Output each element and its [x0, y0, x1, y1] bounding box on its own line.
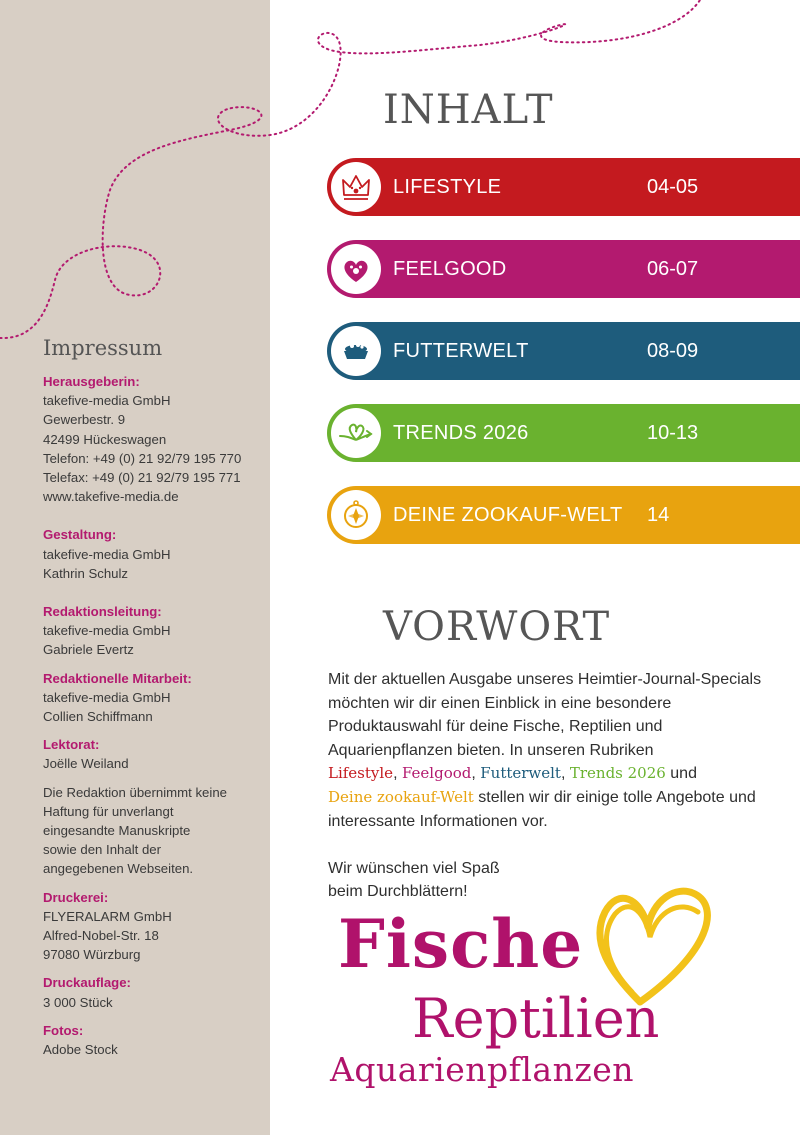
impressum-block — [43, 735, 265, 773]
impressum-heading-label: Druckauflage: — [43, 975, 131, 991]
impressum-block — [43, 602, 265, 660]
impressum-block — [43, 669, 265, 727]
impressum-line: Kathrin Schulz — [43, 565, 129, 581]
toc-pages: 10-13 — [647, 421, 699, 444]
impressum-line: Gewerbestr. 9 — [43, 412, 126, 428]
keyword-futterwelt: Futterwelt — [480, 764, 561, 783]
impressum-line: 97080 Würzburg — [43, 947, 141, 963]
toc-label: DEINE ZOOKAUF-WELT — [393, 503, 623, 526]
impressum-line: takefive-media GmbH — [43, 393, 171, 409]
impressum-line: Die Redaktion übernimmt keine — [43, 784, 227, 800]
impressum-line: takefive-media GmbH — [43, 623, 171, 639]
impressum-heading-label: Druckerei: — [43, 889, 109, 905]
vorwort-paragraph — [328, 668, 788, 833]
heart-arrow-icon — [331, 408, 381, 458]
toc-item-lifestyle[interactable] — [327, 158, 800, 216]
compass-icon — [331, 490, 381, 540]
toc-pages: 14 — [647, 503, 670, 526]
impressum-line: Alfred-Nobel-Str. 18 — [43, 928, 159, 944]
impressum-line: Gabriele Evertz — [43, 642, 134, 658]
toc-item-zookauf-welt[interactable] — [327, 486, 800, 544]
impressum-block — [43, 525, 265, 583]
wish-line: beim Durchblättern! — [328, 883, 468, 901]
logo-fische: Fische — [338, 905, 584, 983]
keyword-feelgood: Feelgood — [401, 764, 472, 783]
impressum-line: takefive-media GmbH — [43, 689, 171, 705]
toc-item-feelgood[interactable] — [327, 240, 800, 298]
inhalt-heading: INHALT — [383, 87, 554, 133]
impressum-heading-label: Redaktionelle Mitarbeit: — [43, 670, 192, 686]
toc-label: FEELGOOD — [393, 257, 507, 280]
impressum-line: Collien Schiffmann — [43, 709, 153, 725]
impressum-block — [43, 973, 265, 1011]
toc-item-futterwelt[interactable] — [327, 322, 800, 380]
food-bowl-icon — [331, 326, 381, 376]
logo-aquarienpflanzen: Aquarienpflanzen — [330, 1050, 634, 1089]
separator: , — [471, 765, 481, 783]
impressum-block — [43, 1021, 265, 1059]
separator: , — [393, 765, 402, 783]
toc-label: FUTTERWELT — [393, 339, 529, 362]
impressum-line: Joëlle Weiland — [43, 756, 129, 772]
vorwort-heading: VORWORT — [383, 604, 611, 650]
impressum-heading-label: Herausgeberin: — [43, 374, 140, 389]
impressum-block — [43, 372, 265, 506]
impressum-heading-label: Lektorat: — [43, 737, 100, 753]
toc-pages: 04-05 — [647, 175, 699, 198]
impressum-line: sowie den Inhalt der — [43, 842, 162, 858]
keyword-lifestyle: Lifestyle — [328, 764, 394, 783]
toc-pages: 06-07 — [647, 257, 699, 280]
impressum-line: FLYERALARM GmbH — [43, 908, 172, 924]
impressum-list — [43, 372, 265, 1068]
impressum-line: angegebenen Webseiten. — [43, 861, 194, 877]
impressum-line: 3 000 Stück — [43, 994, 113, 1010]
toc-label: LIFESTYLE — [393, 175, 502, 198]
impressum-heading-label: Gestaltung: — [43, 527, 117, 543]
toc-item-trends[interactable] — [327, 404, 800, 462]
impressum-line: Adobe Stock — [43, 1042, 118, 1058]
logo-reptilien: Reptilien — [412, 987, 660, 1050]
impressum-block — [43, 783, 265, 879]
impressum-line: eingesandte Manuskripte — [43, 823, 191, 839]
separator: , — [560, 765, 570, 783]
crown-paw-icon — [331, 162, 381, 212]
impressum-line: Telefax: +49 (0) 21 92/79 195 771 — [43, 470, 241, 486]
keyword-trends: Trends 2026 — [569, 764, 666, 783]
impressum-line: Telefon: +49 (0) 21 92/79 195 770 — [43, 450, 242, 466]
impressum-block — [43, 888, 265, 965]
heart-paw-icon — [331, 244, 381, 294]
vorwort-outro: stellen wir dir einige tolle Angebote und interessante Informationen vor. — [328, 788, 756, 830]
impressum-heading-label: Fotos: — [43, 1022, 84, 1038]
impressum-line: www.takefive-media.de — [43, 489, 179, 505]
toc-label: TRENDS 2026 — [393, 421, 529, 444]
impressum-line: Haftung für unverlangt — [43, 803, 174, 819]
impressum-heading: Impressum — [43, 336, 163, 360]
impressum-line: 42499 Hückeswagen — [43, 431, 167, 447]
impressum-heading-label: Redaktionsleitung: — [43, 604, 162, 620]
wish-line: Wir wünschen viel Spaß — [328, 859, 500, 877]
toc-pages: 08-09 — [647, 339, 699, 362]
separator: und — [665, 765, 697, 783]
impressum-line: takefive-media GmbH — [43, 546, 171, 562]
vorwort-intro: Mit der aktuellen Ausgabe unseres Heimtier-Journal-Specials möchten wir dir einen Einblick in eine besondere Produktauswahl für deine Fische, Reptilien und Aquarienpflanzen bieten. In unseren Rubriken — [328, 671, 762, 759]
keyword-zookauf-welt: Deine zookauf-Welt — [328, 787, 474, 806]
